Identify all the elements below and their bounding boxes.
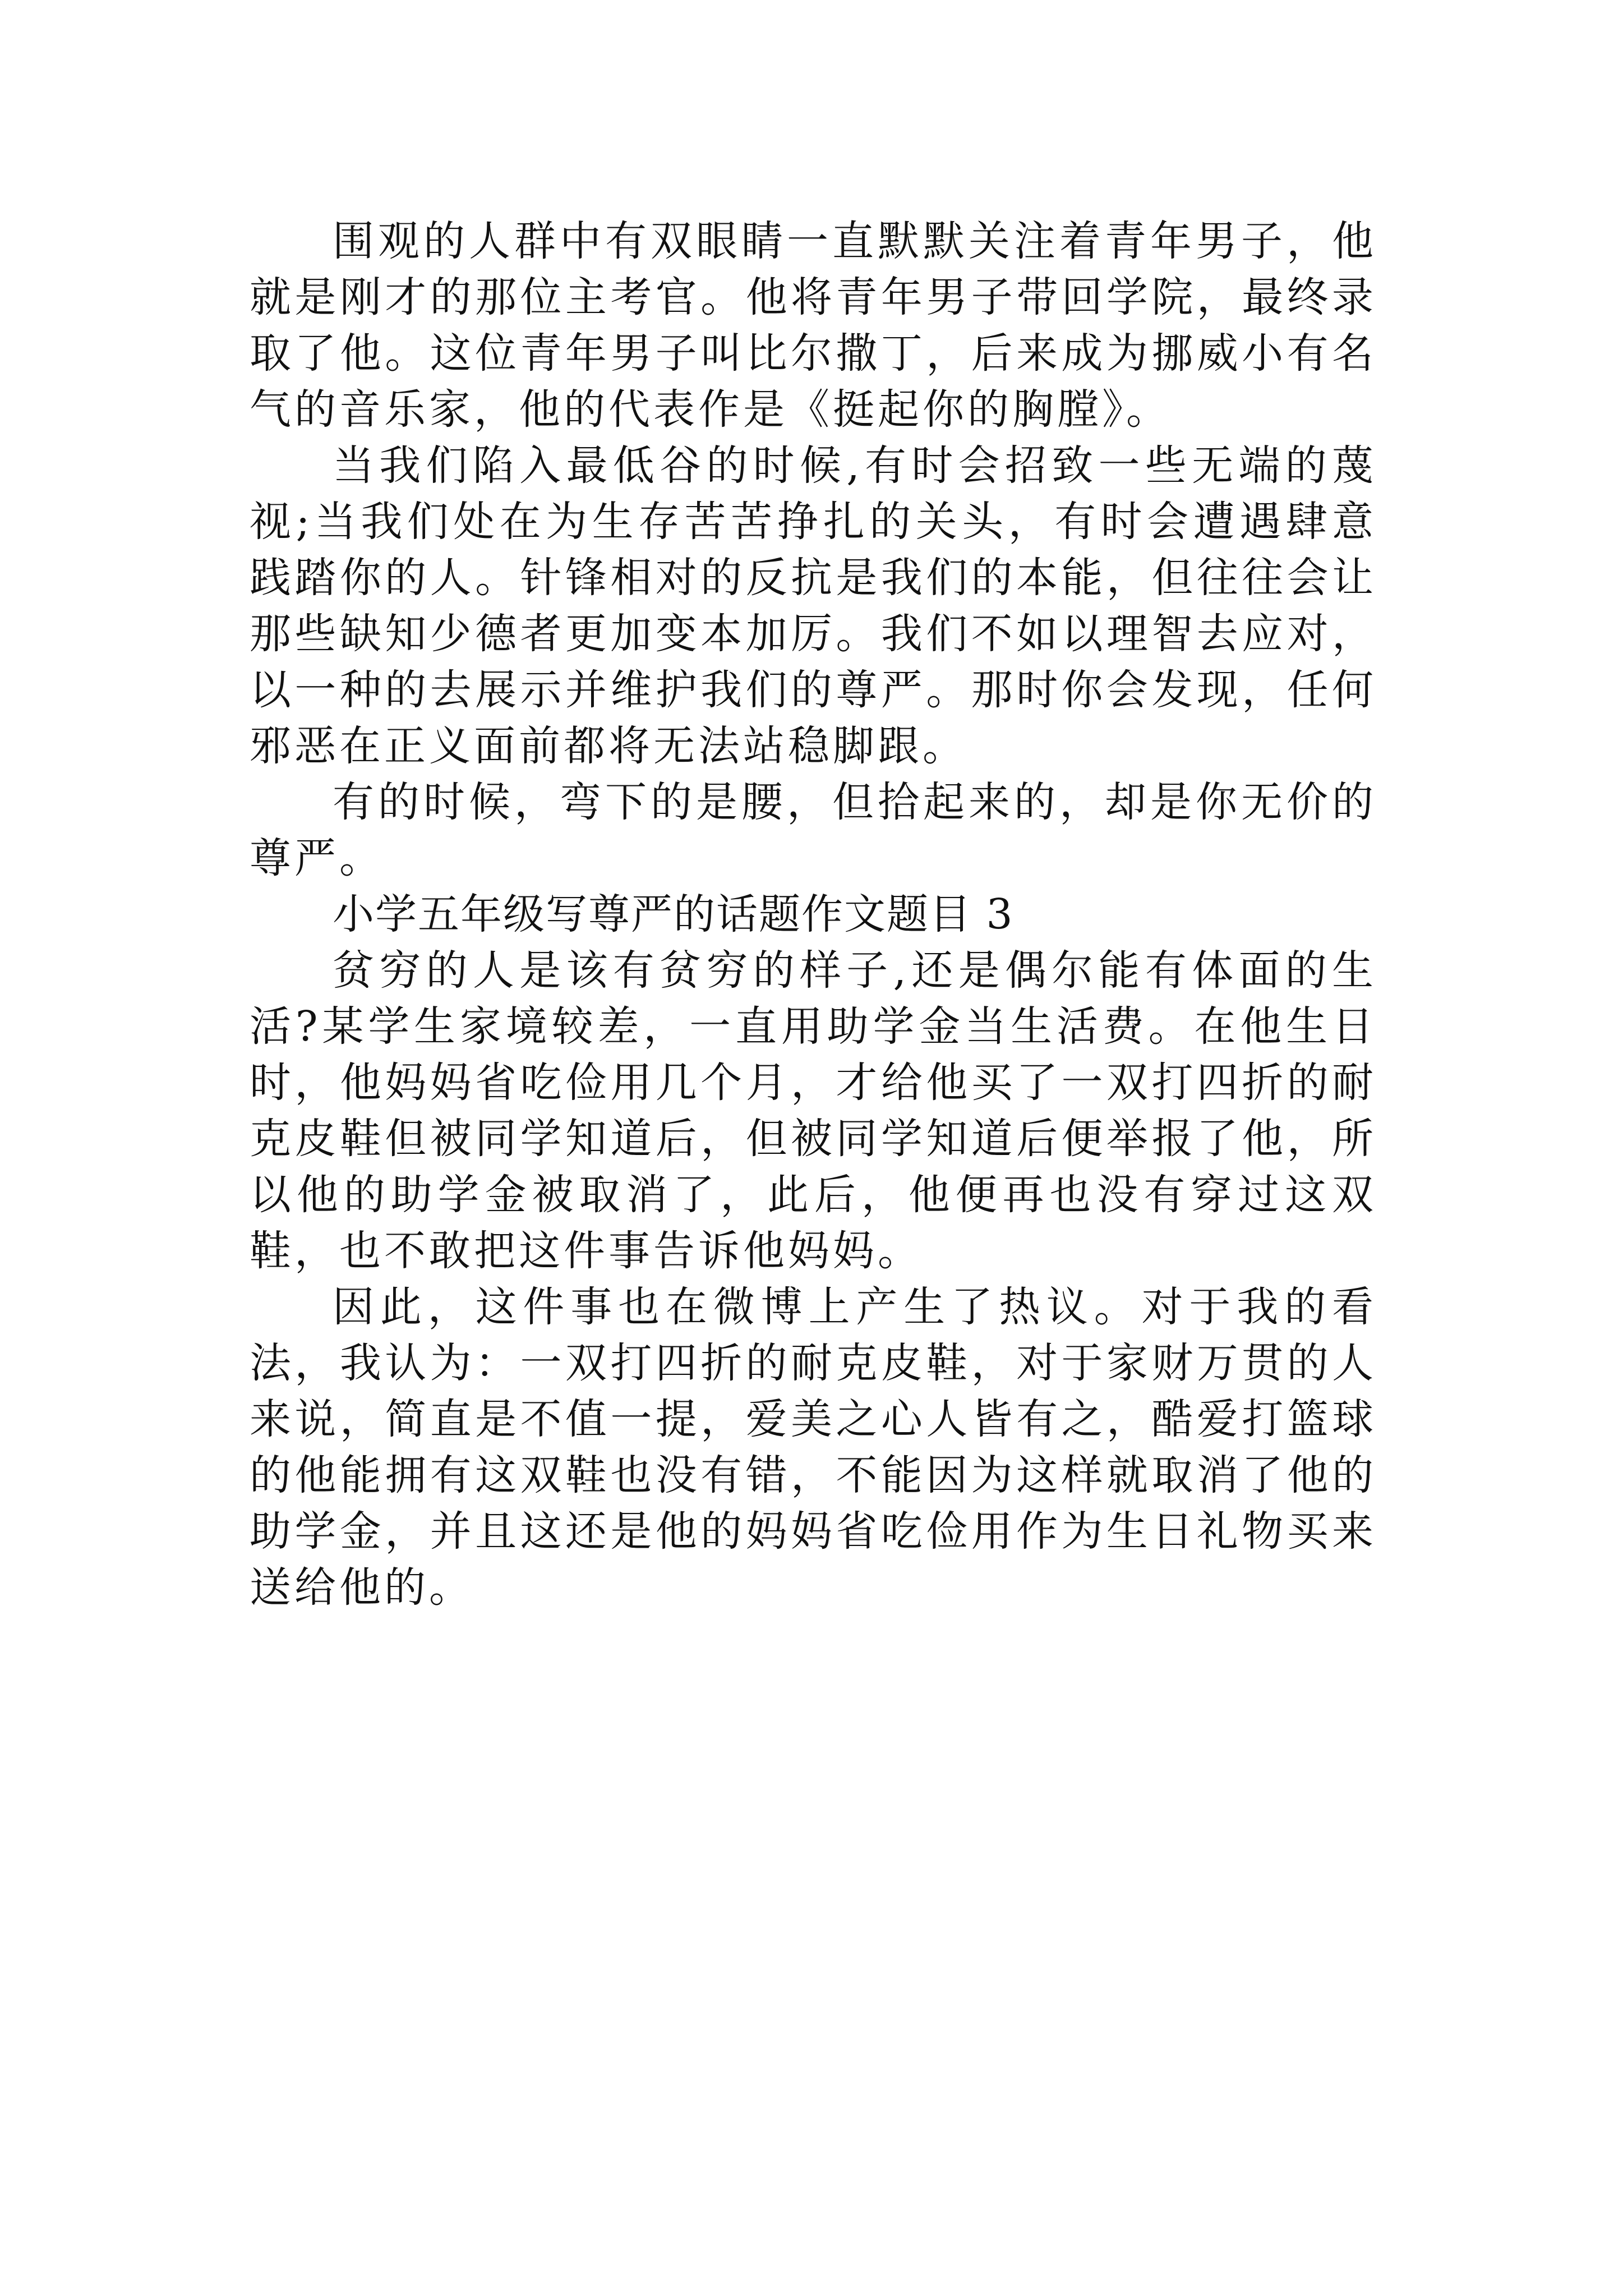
section-heading: 小学五年级写尊严的话题作文题目 3 [333,890,1014,938]
paragraph-1: 围观的人群中有双眼睛一直默默关注着青年男子，他就是刚才的那位主考官。他将青年男子带回学院，最终录取了他。这位青年男子叫比尔撒丁，后来成为挪威小有名气的音乐家，他的代表作是《挺起你的胸膛》。 [250,217,1377,434]
paragraph-4: 贫穷的人是该有贫穷的样子,还是偶尔能有体面的生活?某学生家境较差，一直用助学金当生活费。在他生日时，他妈妈省吃俭用几个月，才给他买了一双打四折的耐克皮鞋但被同学知道后，但被同学知道后便举报了他，所以他的助学金被取消了，此后，他便再也没有穿过这双鞋，也不敢把这件事告诉他妈妈。 [250,946,1377,1275]
document-body [250,213,1377,1616]
paragraph-5: 因此，这件事也在微博上产生了热议。对于我的看法，我认为：一双打四折的耐克皮鞋，对于家财万贯的人来说，简直是不值一提，爱美之心人皆有之，酷爱打篮球的他能拥有这双鞋也没有错，不能因为这样就取消了他的助学金，并且这还是他的妈妈省吃俭用作为生日礼物买来送给他的。 [250,1283,1377,1612]
paragraph-2: 当我们陷入最低谷的时候,有时会招致一些无端的蔑视;当我们处在为生存苦苦挣扎的关头，有时会遭遇肆意践踏你的人。针锋相对的反抗是我们的本能，但往往会让那些缺知少德者更加变本加厉。我们不如以理智去应对，以一种的去展示并维护我们的尊严。那时你会发现，任何邪恶在正义面前都将无法站稳脚跟。 [250,441,1377,770]
paragraph-3: 有的时候，弯下的是腰，但拾起来的，却是你无价的尊严。 [250,778,1377,882]
